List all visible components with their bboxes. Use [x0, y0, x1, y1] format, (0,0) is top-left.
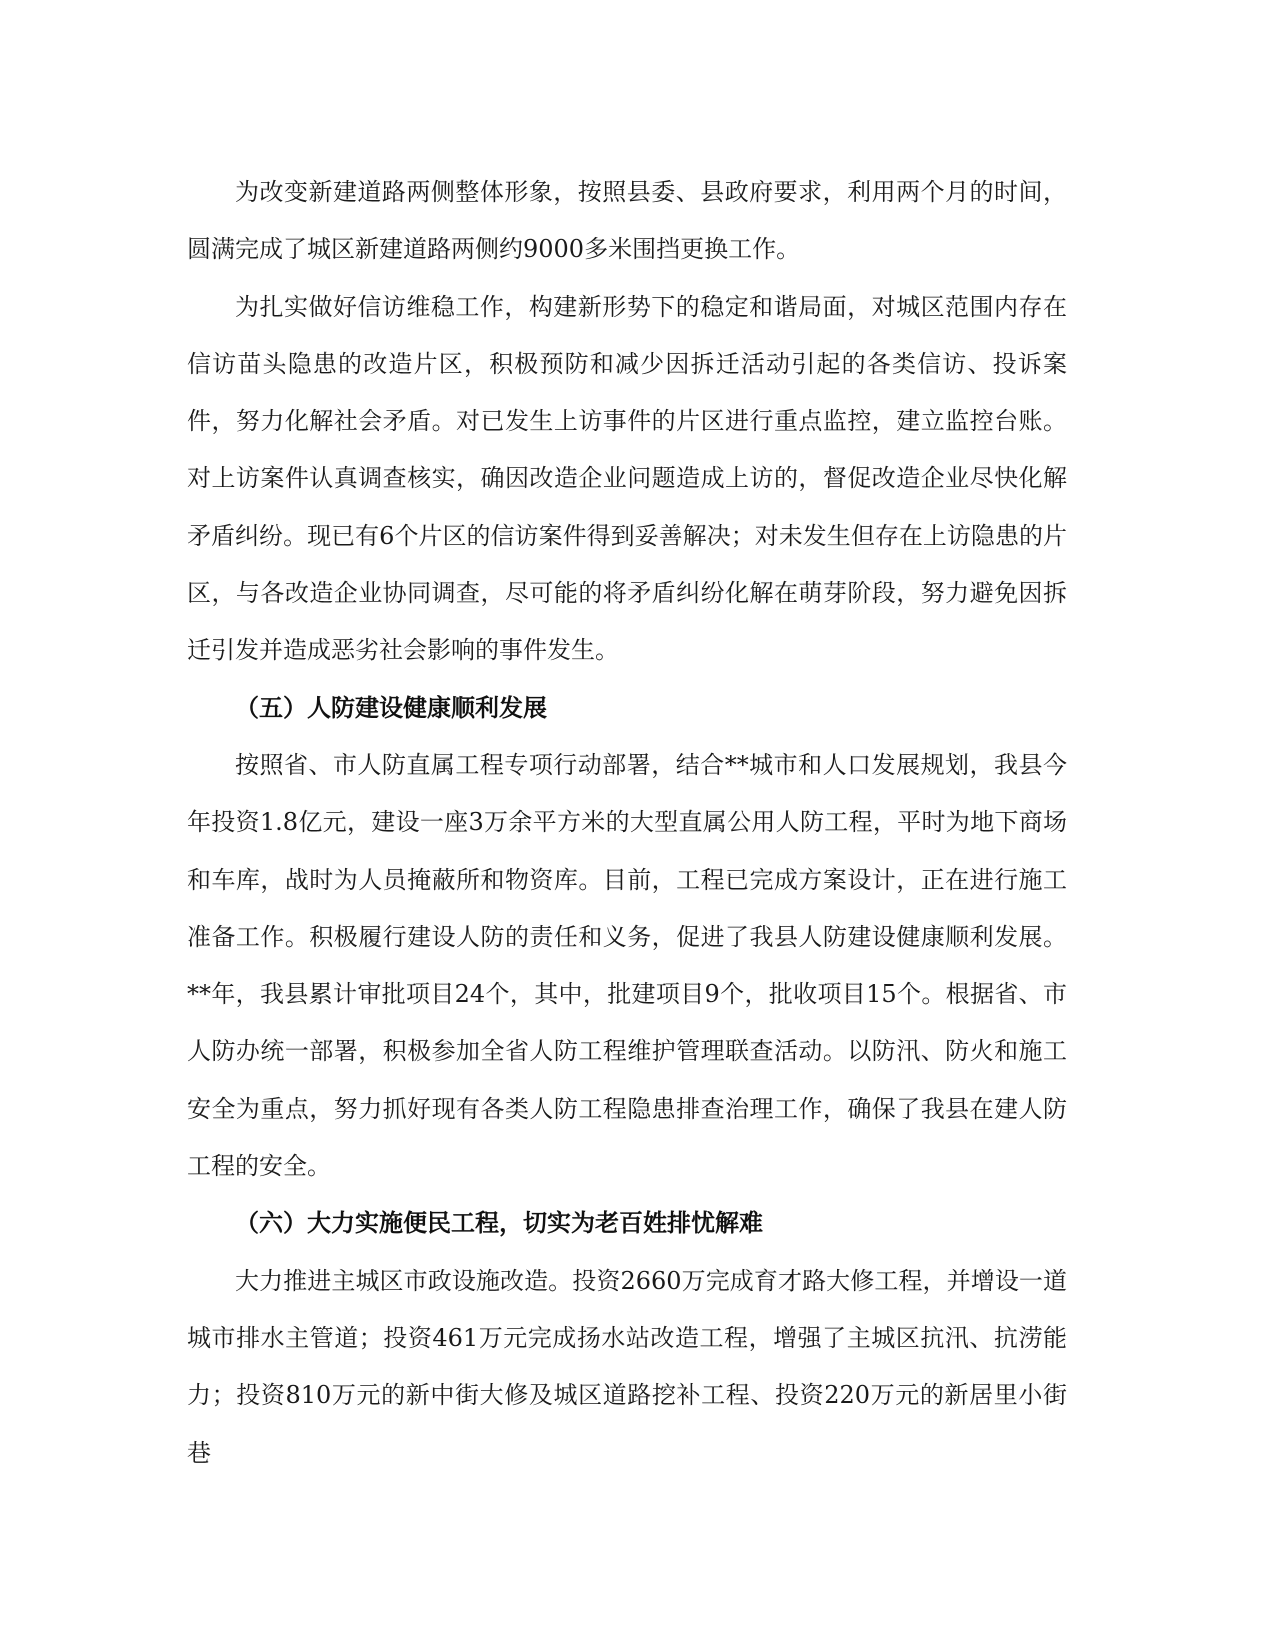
section-heading-civil-defense: （五）人防建设健康顺利发展: [235, 693, 547, 722]
paragraph-municipal-facilities: 大力推进主城区市政设施改造。投资2660万完成育才路大修工程，并增设一道城市排水主管道；投资461万元完成扬水站改造工程，增强了主城区抗汛、抗涝能力；投资810万元的新中街大修及城区道路挖补工程、投资220万元的新居里小街巷: [187, 1266, 1067, 1467]
document-body: [187, 164, 1067, 1482]
paragraph-civil-defense: 按照省、市人防直属工程专项行动部署，结合**城市和人口发展规划，我县今年投资1.8亿元，建设一座3万余平方米的大型直属公用人防工程，平时为地下商场和车库，战时为人员掩蔽所和物资库。目前，工程已完成方案设计，正在进行施工准备工作。积极履行建设人防的责任和义务，促进了我县人防建设健康顺利发展。**年，我县累计审批项目24个，其中，批建项目9个，批收项目15个。根据省、市人防办统一部署，积极参加全省人防工程维护管理联查活动。以防汛、防火和施工安全为重点，努力抓好现有各类人防工程隐患排查治理工作，确保了我县在建人防工程的安全。: [187, 750, 1067, 1181]
paragraph-fence-replacement: 为改变新建道路两侧整体形象，按照县委、县政府要求，利用两个月的时间，圆满完成了城区新建道路两侧约9000多米围挡更换工作。: [187, 178, 1067, 264]
paragraph-petition-stability: 为扎实做好信访维稳工作，构建新形势下的稳定和谐局面，对城区范围内存在信访苗头隐患的改造片区，积极预防和减少因拆迁活动引起的各类信访、投诉案件，努力化解社会矛盾。对已发生上访事件的片区进行重点监控，建立监控台账。对上访案件认真调查核实，确因改造企业问题造成上访的，督促改造企业尽快化解矛盾纠纷。现已有6个片区的信访案件得到妥善解决；对未发生但存在上访隐患的片区，与各改造企业协同调查，尽可能的将矛盾纠纷化解在萌芽阶段，努力避免因拆迁引发并造成恶劣社会影响的事件发生。: [187, 292, 1067, 665]
section-heading-public-works: （六）大力实施便民工程，切实为老百姓排忧解难: [235, 1209, 763, 1238]
